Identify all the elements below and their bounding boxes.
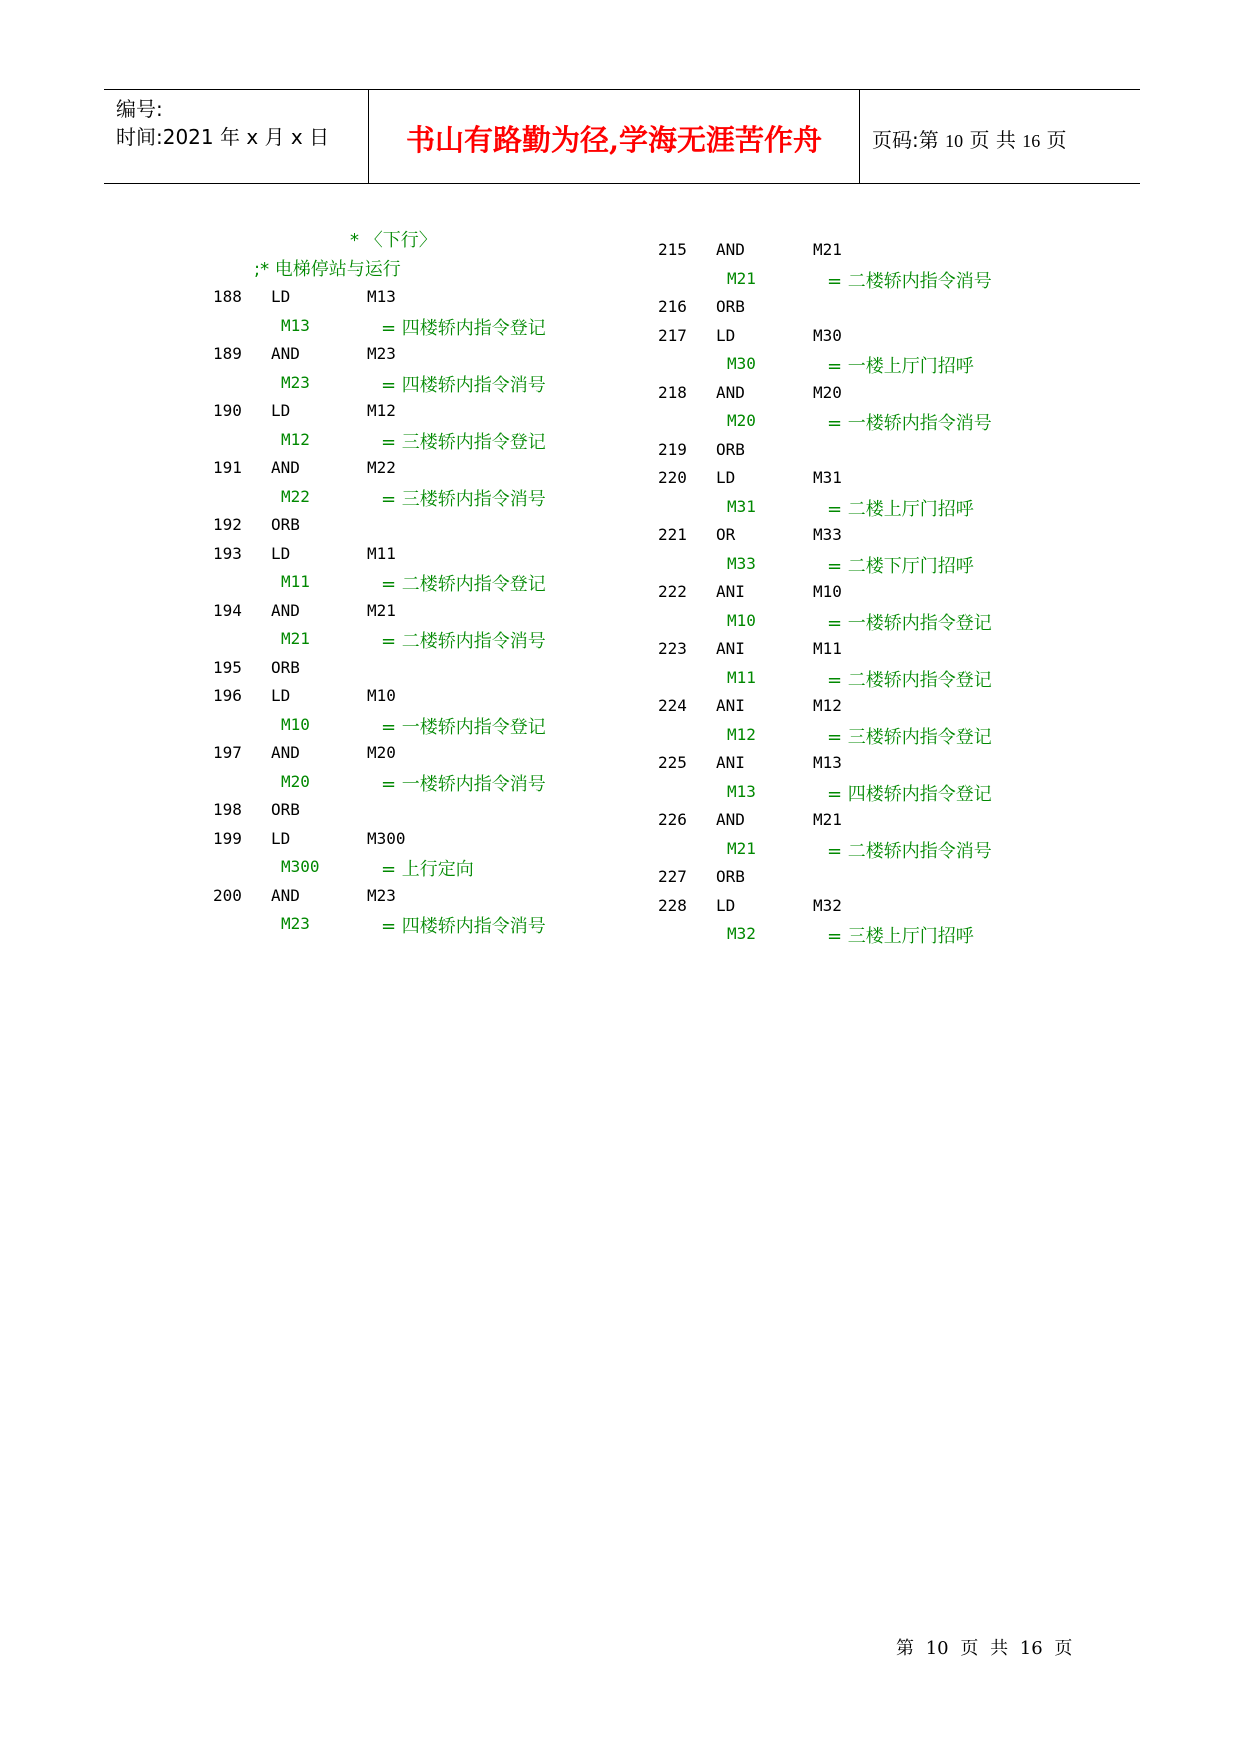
step-number: 200 xyxy=(213,885,242,905)
comment-text: = 四楼轿内指令消号 xyxy=(381,374,546,396)
opcode: LD xyxy=(271,401,291,420)
opcode: AND xyxy=(716,810,745,829)
opcode: AND xyxy=(271,885,300,905)
comment-register: M13 xyxy=(727,781,756,801)
comment-register: M21 xyxy=(727,268,756,288)
comment-text: = 三楼轿内指令登记 xyxy=(827,726,992,748)
opcode: AND xyxy=(271,600,300,620)
opcode: ANI xyxy=(716,696,745,715)
opcode: ANI xyxy=(716,639,745,658)
opcode: ORB xyxy=(271,657,300,677)
step-number: 188 xyxy=(213,287,242,306)
step-number: 192 xyxy=(213,515,242,534)
step-number: 193 xyxy=(213,543,242,563)
step-number: 216 xyxy=(658,297,687,316)
comment-text: = 三楼轿内指令登记 xyxy=(381,431,546,453)
comment-text: = 四楼轿内指令登记 xyxy=(827,783,992,805)
step-number: 224 xyxy=(658,696,687,715)
comment-register: M21 xyxy=(727,838,756,858)
comment-register: M11 xyxy=(727,667,756,687)
opcode: AND xyxy=(716,240,745,259)
opcode: AND xyxy=(716,382,745,402)
opcode: OR xyxy=(716,525,736,544)
comment-register: M22 xyxy=(281,486,310,506)
opcode: ORB xyxy=(716,439,745,459)
operand: M33 xyxy=(813,525,842,544)
comment-register: M10 xyxy=(727,610,756,630)
page-number: 10 xyxy=(945,131,964,151)
operand: M21 xyxy=(813,810,842,829)
step-number: 195 xyxy=(213,657,242,677)
opcode: LD xyxy=(271,686,291,705)
opcode: ORB xyxy=(716,867,745,886)
page-suffix: 页 xyxy=(1046,128,1067,152)
operand: M11 xyxy=(367,543,396,563)
comment-text: = 二楼轿内指令消号 xyxy=(827,840,992,862)
step-number: 221 xyxy=(658,525,687,544)
step-number: 194 xyxy=(213,600,242,620)
step-number: 219 xyxy=(658,439,687,459)
operand: M23 xyxy=(367,885,396,905)
opcode: ORB xyxy=(716,297,745,316)
opcode: AND xyxy=(271,743,300,762)
opcode: LD xyxy=(716,895,736,915)
comment-register: M11 xyxy=(281,572,310,591)
opcode: LD xyxy=(716,468,736,487)
header-motto-cell xyxy=(368,90,860,183)
comment-text: = 一楼轿内指令登记 xyxy=(381,716,546,738)
operand: M300 xyxy=(367,828,406,848)
opcode: ORB xyxy=(271,800,300,819)
operand: M20 xyxy=(813,382,842,402)
comment-text: = 三楼轿内指令消号 xyxy=(381,488,546,510)
comment-register: M12 xyxy=(281,429,310,449)
operand: M12 xyxy=(367,401,396,420)
page-total: 16 xyxy=(1022,131,1041,151)
step-number: 220 xyxy=(658,468,687,487)
step-number: 196 xyxy=(213,686,242,705)
comment-text: = 一楼轿内指令消号 xyxy=(827,413,992,434)
comment-register: M32 xyxy=(727,924,756,943)
comment-text: = 四楼轿内指令消号 xyxy=(381,916,546,937)
comment-register: M31 xyxy=(727,496,756,516)
comment-register: M30 xyxy=(727,354,756,373)
operand: M20 xyxy=(367,743,396,762)
comment-text: = 一楼上厅门招呼 xyxy=(827,356,974,377)
opcode: ORB xyxy=(271,515,300,534)
comment-text: = 一楼轿内指令登记 xyxy=(827,612,992,634)
comment-text: = 四楼轿内指令登记 xyxy=(381,317,546,339)
comment-register: M13 xyxy=(281,315,310,335)
comment-register: M23 xyxy=(281,914,310,933)
opcode: ANI xyxy=(716,753,745,772)
comment-text: = 二楼轿内指令消号 xyxy=(827,270,992,292)
header-meta-cell xyxy=(104,90,368,183)
comment-register: M300 xyxy=(281,857,320,876)
step-number: 189 xyxy=(213,344,242,363)
step-number: 197 xyxy=(213,743,242,762)
operand: M31 xyxy=(813,468,842,487)
page-mid: 页 共 xyxy=(969,128,1016,152)
comment-text: = 二楼下厅门招呼 xyxy=(827,555,974,577)
step-number: 217 xyxy=(658,325,687,345)
comment-text: = 上行定向 xyxy=(381,859,474,880)
header-page-cell xyxy=(860,90,1140,183)
comment-register: M23 xyxy=(281,372,310,392)
operand: M11 xyxy=(813,639,842,658)
step-number: 191 xyxy=(213,458,242,477)
step-number: 226 xyxy=(658,810,687,829)
operand: M22 xyxy=(367,458,396,477)
opcode: LD xyxy=(271,828,291,848)
operand: M23 xyxy=(367,344,396,363)
step-number: 199 xyxy=(213,828,242,848)
step-number: 222 xyxy=(658,582,687,601)
comment-register: M10 xyxy=(281,714,310,734)
operand: M13 xyxy=(813,753,842,772)
step-number: 198 xyxy=(213,800,242,819)
time-label: 时间:2021 年 x 月 x 日 xyxy=(116,125,330,149)
operand: M32 xyxy=(813,895,842,915)
opcode: LD xyxy=(271,287,291,306)
operand: M21 xyxy=(367,600,396,620)
comment-register: M20 xyxy=(727,411,756,430)
opcode: LD xyxy=(716,325,736,345)
operand: M13 xyxy=(367,287,396,306)
comment-register: M12 xyxy=(727,724,756,744)
comment-text: = 一楼轿内指令消号 xyxy=(381,773,546,795)
step-number: 218 xyxy=(658,382,687,402)
operand: M10 xyxy=(367,686,396,705)
comment-register: M33 xyxy=(727,553,756,573)
step-number: 215 xyxy=(658,240,687,259)
page-header xyxy=(104,89,1140,184)
step-number: 228 xyxy=(658,895,687,915)
step-number: 227 xyxy=(658,867,687,886)
operand: M12 xyxy=(813,696,842,715)
comment-register: M21 xyxy=(281,629,310,648)
listing-heading-section: ;* 电梯停站与运行 xyxy=(254,259,401,280)
motto: 书山有路勤为径,学海无涯苦作舟 xyxy=(405,123,823,157)
comment-text: = 二楼上厅门招呼 xyxy=(827,498,974,520)
page-prefix: 页码:第 xyxy=(872,128,939,152)
operand: M30 xyxy=(813,325,842,345)
comment-text: = 二楼轿内指令消号 xyxy=(381,631,546,652)
comment-text: = 二楼轿内指令登记 xyxy=(381,574,546,595)
listing-heading-direction: * 〈下行〉 xyxy=(350,230,437,251)
opcode: LD xyxy=(271,543,291,563)
comment-text: = 三楼上厅门招呼 xyxy=(827,926,974,947)
opcode: AND xyxy=(271,458,300,477)
step-number: 223 xyxy=(658,639,687,658)
operand: M10 xyxy=(813,582,842,601)
number-label: 编号: xyxy=(116,97,163,121)
step-number: 225 xyxy=(658,753,687,772)
step-number: 190 xyxy=(213,401,242,420)
operand: M21 xyxy=(813,240,842,259)
page-footer: 第 10 页 共 16 页 xyxy=(896,1638,1073,1659)
opcode: ANI xyxy=(716,582,745,601)
page-indicator xyxy=(872,124,1067,153)
comment-text: = 二楼轿内指令登记 xyxy=(827,669,992,691)
opcode: AND xyxy=(271,344,300,363)
comment-register: M20 xyxy=(281,771,310,791)
